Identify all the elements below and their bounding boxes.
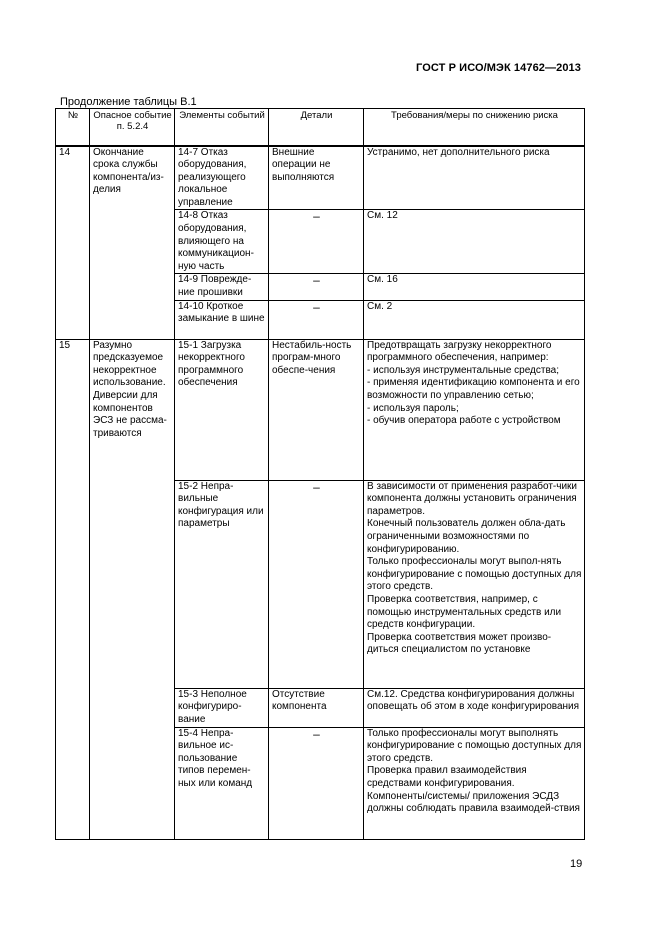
- event-details: –: [313, 209, 320, 224]
- table-row: [56, 339, 585, 480]
- hazard-event: Разумно предсказуемое некорректное использование. Диверсии для компонентов ЭСЗ не рассма-триваются: [90, 339, 175, 839]
- hazard-table: [55, 108, 585, 840]
- page-number: 19: [570, 858, 583, 870]
- risk-measures: См. 2: [364, 300, 585, 339]
- risk-measures: См.12. Средства конфигурирования должны оповещать об этом в ходе конфигурирования: [364, 688, 585, 727]
- document-header: ГОСТ Р ИСО/МЭК 14762—2013: [416, 62, 581, 74]
- hazard-event: Окончание срока службы компонента/из-делия: [90, 146, 175, 340]
- event-element: 15-3 Неполное конфигуриро-вание: [175, 688, 269, 727]
- event-element: 14-10 Кроткое замыкание в шине: [175, 300, 269, 339]
- details-cell: [269, 480, 364, 688]
- risk-measures: Устранимо, нет дополнительного риска: [364, 146, 585, 210]
- risk-measures: Предотвращать загрузку некорректного программного обеспечения, например: - используя инструментальные средства; - применяя идентификацию компонента и его возможности по управлению сетью; - используя пароль; - обучив оператора работе с устройством: [364, 339, 585, 480]
- event-details: –: [313, 299, 320, 314]
- event-element: 14-8 Отказ оборудования, влияющего на коммуникацион-ную часть: [175, 210, 269, 274]
- details-cell: [269, 274, 364, 300]
- event-details: Отсутствие компонента: [269, 688, 364, 727]
- col-header-num: №: [56, 109, 90, 146]
- row-number: 15: [56, 339, 90, 839]
- event-details: –: [313, 726, 320, 741]
- table-caption: Продолжение таблицы В.1: [60, 96, 197, 108]
- row-number: 14: [56, 146, 90, 340]
- risk-measures: В зависимости от применения разработ-чики компонента должны установить ограничения параметров. Конечный пользователь должен обла-дать ограниченными возможностями по конфигурированию. Только профессионалы могут выпол-нять конфигурирование с помощью доступных для этого средств. Проверка соответствия, например, с помощью инструментальных средств или средств конфигурации. Проверка соответствия может произво-диться специалистом по установке: [364, 480, 585, 688]
- table-row: [56, 146, 585, 210]
- event-element: 14-7 Отказ оборудования, реализующего локальное управление: [175, 146, 269, 210]
- event-element: 15-1 Загрузка некорректного программного обеспечения: [175, 339, 269, 480]
- col-header-details: Детали: [269, 109, 364, 146]
- risk-measures: См. 12: [364, 210, 585, 274]
- details-cell: [269, 300, 364, 339]
- event-details: –: [313, 273, 320, 288]
- details-cell: [269, 727, 364, 839]
- event-details: –: [313, 479, 320, 494]
- details-cell: [269, 210, 364, 274]
- table-header-row: [56, 109, 585, 146]
- risk-measures: См. 16: [364, 274, 585, 300]
- event-details: Внешние операции не выполняются: [269, 146, 364, 210]
- event-element: 15-2 Непра-вильные конфигурация или параметры: [175, 480, 269, 688]
- event-details: Нестабиль-ность програм-много обеспе-чения: [269, 339, 364, 480]
- col-header-measures: Требования/меры по снижению риска: [364, 109, 585, 146]
- event-element: 15-4 Непра-вильное ис-пользование типов перемен-ных или команд: [175, 727, 269, 839]
- col-header-elements: Элементы событий: [175, 109, 269, 146]
- event-element: 14-9 Поврежде-ние прошивки: [175, 274, 269, 300]
- risk-measures: Только профессионалы могут выполнять конфигурирование с помощью доступных для этого средств. Проверка правил взаимодействия средствами конфигурирования. Компоненты/системы/ приложения ЭСДЗ должны соблюдать правила взаимодей-ствия: [364, 727, 585, 839]
- col-header-event: Опасное событие п. 5.2.4: [90, 109, 175, 146]
